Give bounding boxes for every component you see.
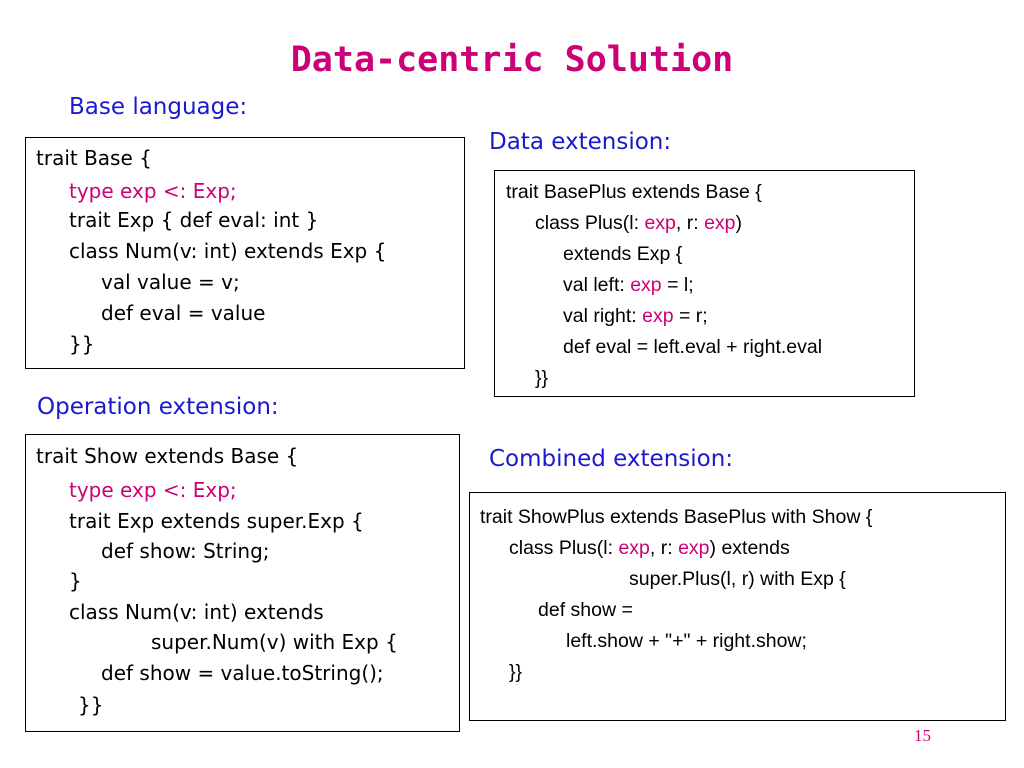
code-line xyxy=(69,478,237,502)
code-text: } xyxy=(69,569,82,593)
code-text: }} xyxy=(509,661,523,683)
code-text: left.show + "+" + right.show; xyxy=(566,630,807,652)
code-line xyxy=(69,179,237,203)
code-text: trait Show extends Base { xyxy=(36,444,299,468)
data-code-box xyxy=(494,170,915,397)
code-line xyxy=(535,367,548,390)
type-keyword: exp xyxy=(704,212,736,234)
code-text: def show = value.toString(); xyxy=(101,661,384,685)
base-code-box xyxy=(25,137,465,369)
code-line xyxy=(509,537,790,560)
code-line xyxy=(563,336,822,359)
code-text: class Plus(l: xyxy=(509,537,619,559)
code-text: def show: String; xyxy=(101,539,270,563)
code-line xyxy=(535,212,742,235)
code-line xyxy=(69,239,386,263)
code-line xyxy=(69,208,318,232)
code-text: = l; xyxy=(661,274,694,296)
code-text: super.Num(v) with Exp { xyxy=(151,630,398,654)
code-line xyxy=(563,274,694,297)
operation-code-box xyxy=(25,434,460,732)
code-text: type exp <: Exp; xyxy=(69,478,237,502)
type-keyword: exp xyxy=(618,537,650,559)
code-text: ) xyxy=(735,212,743,234)
code-line xyxy=(78,693,103,717)
code-line xyxy=(151,630,398,654)
code-line xyxy=(101,661,384,685)
code-line xyxy=(69,332,94,356)
code-line xyxy=(69,509,364,533)
code-text: class Plus(l: xyxy=(535,212,645,234)
code-line xyxy=(101,539,270,563)
code-text: }} xyxy=(535,367,549,389)
code-line xyxy=(36,146,152,170)
type-keyword: exp xyxy=(630,274,662,296)
code-text: class Num(v: int) extends xyxy=(69,600,324,624)
combined-code-box xyxy=(469,492,1006,721)
code-text: }} xyxy=(69,332,95,356)
code-text: val left: xyxy=(563,274,631,296)
code-line xyxy=(36,444,298,468)
code-line xyxy=(69,600,324,624)
code-text: extends Exp { xyxy=(563,243,683,265)
code-text: val value = v; xyxy=(101,270,240,294)
code-line xyxy=(101,270,240,294)
code-line xyxy=(101,301,265,325)
code-line xyxy=(629,568,846,591)
code-text: trait Exp { def eval: int } xyxy=(69,208,319,232)
code-text: = r; xyxy=(673,305,708,327)
code-text: trait ShowPlus extends BasePlus with Show { xyxy=(480,506,873,528)
code-text: def show = xyxy=(538,599,633,621)
code-text: trait Exp extends super.Exp { xyxy=(69,509,364,533)
code-text: , r: xyxy=(675,212,705,234)
code-text: trait BasePlus extends Base { xyxy=(506,181,762,203)
code-text: def eval = left.eval + right.eval xyxy=(563,336,823,358)
code-text: ) extends xyxy=(709,537,790,559)
code-line xyxy=(69,569,82,593)
base-language-heading: Base language: xyxy=(69,94,248,120)
code-text: class Num(v: int) extends Exp { xyxy=(69,239,387,263)
code-line xyxy=(563,243,682,266)
code-line xyxy=(509,661,522,684)
code-line xyxy=(566,630,807,653)
type-keyword: exp xyxy=(644,212,676,234)
code-line xyxy=(538,599,633,622)
page-number: 15 xyxy=(914,726,931,745)
type-keyword: exp xyxy=(642,305,674,327)
operation-extension-heading: Operation extension: xyxy=(37,394,279,420)
code-text: trait Base { xyxy=(36,146,152,170)
code-line xyxy=(480,506,872,529)
code-line xyxy=(506,181,762,204)
code-text: def eval = value xyxy=(101,301,266,325)
code-text: val right: xyxy=(563,305,643,327)
type-keyword: exp xyxy=(678,537,710,559)
code-text: }} xyxy=(78,693,104,717)
code-text: type exp <: Exp; xyxy=(69,179,237,203)
combined-extension-heading: Combined extension: xyxy=(489,446,734,472)
code-text: super.Plus(l, r) with Exp { xyxy=(629,568,846,590)
slide-title: Data-centric Solution xyxy=(290,40,734,80)
code-line xyxy=(563,305,708,328)
code-text: , r: xyxy=(649,537,679,559)
data-extension-heading: Data extension: xyxy=(489,129,672,155)
